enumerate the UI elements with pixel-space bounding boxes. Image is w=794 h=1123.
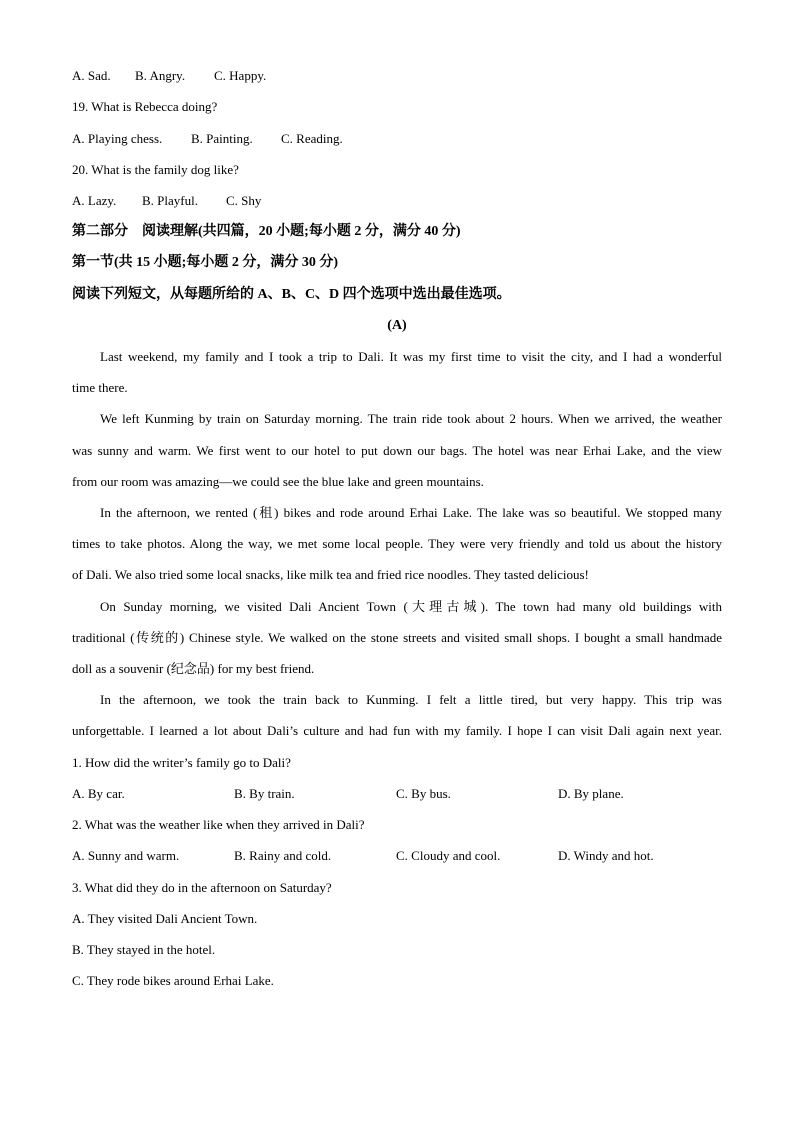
passage-line-8: of Dali. We also tried some local snacks, like milk tea and fried rice noodles. They tasted delicious!: [72, 567, 589, 582]
q19-question: 19. What is Rebecca doing?: [72, 99, 218, 114]
q20-option-c: C. Shy: [226, 193, 262, 208]
passage-line-9: On Sunday morning, we visited Dali Ancient Town (大理古城). The town had many old buildings with: [100, 599, 722, 614]
q19-option-c: C. Reading.: [281, 131, 343, 146]
passage-line-1: Last weekend, my family and I took a trip to Dali. It was my first time to visit the city, and I had a wonderful: [100, 349, 722, 364]
part2-heading: 第二部分 阅读理解(共四篇，20 小题;每小题 2 分，满分 40 分): [72, 224, 461, 239]
q19-option-a: A. Playing chess.: [72, 131, 163, 146]
passage-label: (A): [387, 318, 407, 333]
q2-options: [72, 848, 722, 864]
q1-option-b: B. By train.: [234, 786, 295, 801]
q20-options: [72, 193, 722, 209]
q18-options: [72, 68, 722, 84]
q20-option-a: A. Lazy.: [72, 193, 117, 208]
passage-line-3: We left Kunming by train on Saturday morning. The train ride took about 2 hours. When we arrived, the weather: [100, 411, 722, 426]
passage-line-7: times to take photos. Along the way, we met some local people. They were very friendly and told us about the history: [72, 536, 722, 551]
q19-options: [72, 131, 722, 147]
passage-line-12: In the afternoon, we took the train back to Kunming. I felt a little tired, but very happy. This trip was: [100, 692, 722, 707]
q20-question: 20. What is the family dog like?: [72, 162, 239, 177]
q18-option-a: A. Sad.: [72, 68, 111, 83]
q3-option-b: B. They stayed in the hotel.: [72, 942, 216, 957]
q2-option-b: B. Rainy and cold.: [234, 848, 332, 863]
q3-option-a: A. They visited Dali Ancient Town.: [72, 911, 258, 926]
q18-option-c: C. Happy.: [214, 68, 267, 83]
q3-option-c: C. They rode bikes around Erhai Lake.: [72, 973, 274, 988]
q3-question: 3. What did they do in the afternoon on Saturday?: [72, 880, 332, 895]
section1-heading: 第一节(共 15 小题;每小题 2 分，满分 30 分): [72, 255, 338, 270]
q1-option-c: C. By bus.: [396, 786, 451, 801]
q2-option-d: D. Windy and hot.: [558, 848, 654, 863]
passage-line-4: was sunny and warm. We first went to our hotel to put down our bags. The hotel was near Erhai Lake, and the view: [72, 443, 722, 458]
q1-option-d: D. By plane.: [558, 786, 624, 801]
q2-option-c: C. Cloudy and cool.: [396, 848, 501, 863]
reading-instructions: 阅读下列短文，从每题所给的 A、B、C、D 四个选项中选出最佳选项。: [72, 287, 511, 302]
q2-question: 2. What was the weather like when they arrived in Dali?: [72, 817, 365, 832]
passage-line-2: time there.: [72, 380, 128, 395]
passage-line-11: doll as a souvenir (纪念品) for my best friend.: [72, 661, 315, 676]
q19-option-b: B. Painting.: [191, 131, 253, 146]
q1-options: [72, 786, 722, 802]
q18-option-b: B. Angry.: [135, 68, 186, 83]
passage-line-5: from our room was amazing—we could see the blue lake and green mountains.: [72, 474, 484, 489]
passage-line-6: In the afternoon, we rented (租) bikes and rode around Erhai Lake. The lake was so beautiful. We stopped many: [100, 505, 722, 520]
q2-option-a: A. Sunny and warm.: [72, 848, 180, 863]
q1-option-a: A. By car.: [72, 786, 125, 801]
passage-line-10: traditional (传统的) Chinese style. We walked on the stone streets and visited small shops. I bought a small handmade: [72, 630, 722, 645]
q20-option-b: B. Playful.: [142, 193, 198, 208]
q1-question: 1. How did the writer’s family go to Dali?: [72, 755, 291, 770]
passage-line-13: unforgettable. I learned a lot about Dali’s culture and had fun with my family. I hope I can visit Dali again next year.: [72, 723, 722, 738]
